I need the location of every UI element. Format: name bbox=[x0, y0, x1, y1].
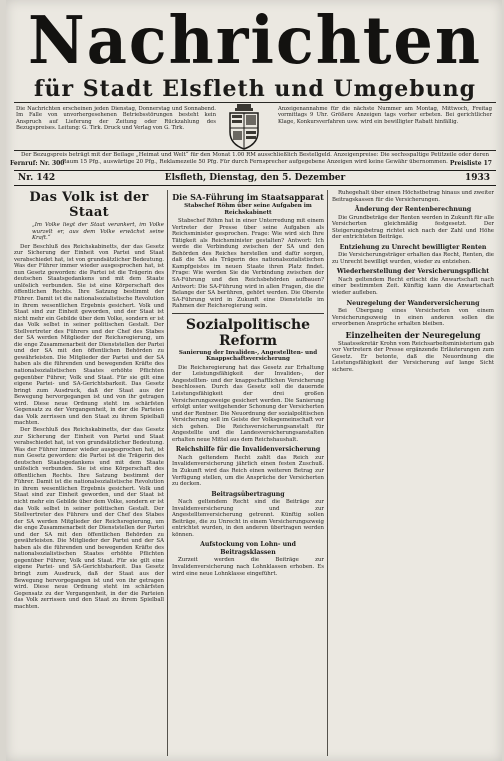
masthead-title: Nachrichten bbox=[28, 2, 482, 79]
masthead-subtitle: für Stadt Elsfleth und Umgebung bbox=[34, 76, 476, 102]
column-1 bbox=[14, 190, 164, 758]
article-body: Der Beschluß des Reichskabinetts, der das Gesetz zur Sicherung der Einheit von Partei und Staat verabschiedet hat, ist von grundsätzlicher Bedeutung. Was der Führer immer wieder ausgesprochen hat, ist nun Gesetz geworden: die Partei ist die Trägerin des deutschen Staatsgedankens und mit dem Staate unlöslich verbunden. Sie ist eine Körperschaft des öffentlichen Rechts. Ihre Satzung bestimmt der Führer. Damit ist die nationalsozialistische Revolution in ihrem wesentlichen Ergebnis gesichert. Volk und Staat sind zur Einheit geworden, und der Staat ist nicht mehr ein Gebilde über dem Volke, sondern er ist das Volk selbst in seiner politischen Gestalt. Der Stellvertreter des Führers und der Chef des Stabes der SA werden Mitglieder der Reichsregierung, um die enge Zusammenarbeit der Dienststellen der Partei und der SA mit den öffentlichen Behörden zu gewährleisten. Die Mitglieder der Partei und der SA haben als die führenden und bewegenden Kräfte des nationalsozialistischen Staates erhöhte Pflichten gegenüber Führer, Volk und Staat. Für sie gilt eine eigene Partei- und SA-Gerichtsbarkeit. Das Gesetz bringt zum Ausdruck, daß der Staat aus der Bewegung hervorgegangen ist und von ihr getragen wird. Diese neue Ordnung steht im schärfsten Gegensatz zu der Vergangenheit, in der die Parteien das Volk zerrissen und den Staat zu ihrem Spielball machten. bbox=[14, 243, 164, 427]
issue-year: 1933 bbox=[464, 173, 490, 183]
article-headline: Das Volk ist der Staat bbox=[29, 190, 149, 220]
column-3 bbox=[332, 190, 494, 758]
info-rule bbox=[14, 150, 496, 151]
article-body: Die Versicherungsträger erhalten das Recht, Renten, die zu Unrecht bewilligt wurden, wieder zu entziehen. bbox=[332, 252, 494, 265]
column-divider bbox=[167, 190, 168, 756]
article-deck: Sanierung der Invaliden-, Angestellten- und Knappschaftsversicherung bbox=[178, 349, 318, 363]
section-heading: Einzelheiten der Neuregelung bbox=[345, 329, 481, 340]
section-heading: Beitragsübertragung bbox=[211, 490, 285, 498]
column-2 bbox=[172, 190, 324, 758]
issue-date: Elsfleth, Dienstag, den 5. Dezember bbox=[164, 173, 346, 183]
article-body: Nach geltendem Recht erlischt die Anwartschaft nach einer bestimmten Zeit. Künftig kann die Anwartschaft wieder aufleben. bbox=[332, 276, 494, 296]
newspaper-page bbox=[6, 0, 502, 761]
price-list: Preisliste 17 bbox=[449, 160, 492, 167]
section-heading: Änderung der Rentenberechnung bbox=[354, 206, 472, 214]
article-body: Die Grundbeträge der Renten werden in Zukunft für alle Versicherten gleichmäßig festgesetzt. Der Steigerungsbetrag richtet sich nach der Zahl und Höhe der entrichteten Beiträge. bbox=[332, 214, 494, 241]
article-body: Staatssekretär Krohn vom Reichsarbeitsministerium gab vor Vertretern der Presse ergänzende Erläuterungen zum Gesetz. Er betonte, daß die Neuordnung die Leistungsfähigkeit der Versicherung auf lange Sicht sichere. bbox=[332, 340, 494, 373]
article-body: Ruhegehalt über einen Höchstbetrag hinaus und zweiter Beitragskassen für die Versicherungen. bbox=[332, 190, 494, 203]
section-heading: Wiederherstellung der Versicherungspflicht bbox=[336, 268, 490, 276]
advertising-info: Anzeigenannahme für die nächste Nummer am Montag, Mittwoch, Freitag vormittags 9 Uhr. Größere Anzeigen tags vorher erbeten. Bei gerichtlicher Klage, Konkursverfahren usw. wird ein bewilligter Rabatt hinfällig. bbox=[278, 106, 492, 125]
article-quote: „Im Volke liegt der Staat verankert, im Volke wurzelt er, aus dem Volke erwächst seine Kraft.“ bbox=[32, 222, 164, 242]
section-heading: Reichshilfe für die Invalidenversicherung bbox=[175, 446, 321, 454]
section-heading: Neuregelung der Wanderversicherung bbox=[346, 299, 480, 307]
dateline bbox=[14, 170, 496, 186]
section-heading: Aufstockung von Lohn- und Beitragsklassen bbox=[200, 541, 296, 556]
coat-of-arms-icon bbox=[224, 104, 264, 150]
column-divider bbox=[327, 190, 328, 756]
telephone-number: Fernruf: Nr. 300 bbox=[10, 160, 65, 167]
article-headline: Sozialpolitische Reform bbox=[185, 316, 311, 349]
article-body: Zurzeit werden die Beiträge zur Invalidenversicherung nach Lohnklassen erhoben. Es wird eine neue Lohnklasse eingeführt. bbox=[172, 557, 324, 577]
issue-number: Nr. 142 bbox=[18, 173, 56, 183]
article-body: Nach geltendem Recht zahlt das Reich zur Invalidenversicherung jährlich einen festen Zuschuß. In Zukunft wird das Reich einen weiteren Betrag zur Verfügung stellen, um die Ansprüche der Versicherten zu decken. bbox=[172, 454, 324, 488]
article-deck: Stabschef Röhm über seine Aufgaben im Reichskabinett bbox=[184, 203, 312, 216]
masthead-rule bbox=[14, 102, 496, 103]
section-heading: Entziehung zu Unrecht bewilligter Renten bbox=[339, 243, 487, 251]
article-headline: Die SA-Führung im Staatsapparat bbox=[172, 192, 324, 202]
article-body: Der Beschluß des Reichskabinetts, der das Gesetz zur Sicherung der Einheit von Partei und Staat verabschiedet hat, ist von grundsätzlicher Bedeutung. Was der Führer immer wieder ausgesprochen hat, ist nun Gesetz geworden: die Partei ist die Trägerin des deutschen Staatsgedankens und mit dem Staate unlöslich verbunden. Sie ist eine Körperschaft des öffentlichen Rechts. Ihre Satzung bestimmt der Führer. Damit ist die nationalsozialistische Revolution in ihrem wesentlichen Ergebnis gesichert. Volk und Staat sind zur Einheit geworden, und der Staat ist nicht mehr ein Gebilde über dem Volke, sondern er ist das Volk selbst in seiner politischen Gestalt. Der Stellvertreter des Führers und der Chef des Stabes der SA werden Mitglieder der Reichsregierung, um die enge Zusammenarbeit der Dienststellen der Partei und der SA mit den öffentlichen Behörden zu gewährleisten. Die Mitglieder der Partei und der SA haben als die führenden und bewegenden Kräfte des nationalsozialistischen Staates erhöhte Pflichten gegenüber Führer, Volk und Staat. Für sie gilt eine eigene Partei- und SA-Gerichtsbarkeit. Das Gesetz bringt zum Ausdruck, daß der Staat aus der Bewegung hervorgegangen ist und von ihr getragen wird. Diese neue Ordnung steht im schärfsten Gegensatz zu der Vergangenheit, in der die Parteien das Volk zerrissen und den Staat zu ihrem Spielball machten. bbox=[14, 426, 164, 610]
article-body: Bei Übergang eines Versicherten von einem Versicherungszweig in einen anderen sollen die erworbenen Ansprüche erhalten bleiben. bbox=[332, 308, 494, 328]
article-body: Nach geltendem Recht sind die Beiträge zur Invalidenversicherung und zur Angestelltenversicherung getrennt. Künftig sollen Beiträge, die zu Unrecht in einem Versicherungszweig entrichtet wurden, in den anderen übertragen werden können. bbox=[172, 499, 324, 538]
article-body: Die Reichsregierung hat das Gesetz zur Erhaltung der Leistungsfähigkeit der Invaliden-, der Angestellten- und der knappschaftlichen Versicherung beschlossen. Durch das Gesetz soll die dauernde Leistungsfähigkeit der drei großen Versicherungszweige gesichert werden. Die Sanierung erfolgt unter weitgehender Schonung der Versicherten und der Rentner. Die Neuordnung der sozialpolitischen Versicherung soll im Geiste der Volksgemeinschaft vor sich gehen. Die Reichsversicherungsanstalt für Angestellte und die Landesversicherungsanstalten erhalten neue Mittel aus dem Reichshaushalt. bbox=[172, 364, 324, 443]
article-body: Stabschef Röhm hat in einer Unterredung mit einem Vertreter der Presse über seine Aufgaben als Reichsminister gesprochen. Frage: Wie wird sich Ihre Tätigkeit als Reichsminister gestalten? Antwort: Ich werde die Verbindung zwischen der SA und den Behörden des Reiches herstellen und dafür sorgen, daß die SA als Trägerin des nationalsozialistischen Kampfgeistes im neuen Staate ihren Platz findet. Frage: Wie werden Sie die Verbindung zwischen der SA-Führung und den Reichsbehörden aufbauen? Antwort: Die SA-Führung wird in allen Fragen, die die Belange der SA berühren, gehört werden. Die Oberste SA-Führung wird in Zukunft eine Dienststelle im Rahmen der Reichsregierung sein. bbox=[172, 218, 324, 310]
publication-info: Die Nachrichten erscheinen jeden Dienstag, Donnerstag und Sonnabend. Im Falle von unvorhergesehenen Betriebsstörungen besteht kein Anspruch auf Lieferung der Zeitung oder Rückzahlung des Bezugspreises. Leitung: G. Tirk. Druck und Verlag von G. Tirk. bbox=[16, 106, 216, 132]
subscription-info: Der Bezugspreis beträgt mit der Beilage „Heimat und Welt“ für den Monat 1.00 RM ausschließlich Bestellgeld. Anzeigenpreise: Die sechsspaltige Petitzeile oder deren Raum 15 Pfg., auswärtige 20 Pfg., Reklamezeile 50 Pfg. Für durch Fernsprecher aufgegebene Anzeigen wird keine Gewähr übernommen. bbox=[20, 152, 490, 165]
article-divider bbox=[172, 313, 324, 314]
